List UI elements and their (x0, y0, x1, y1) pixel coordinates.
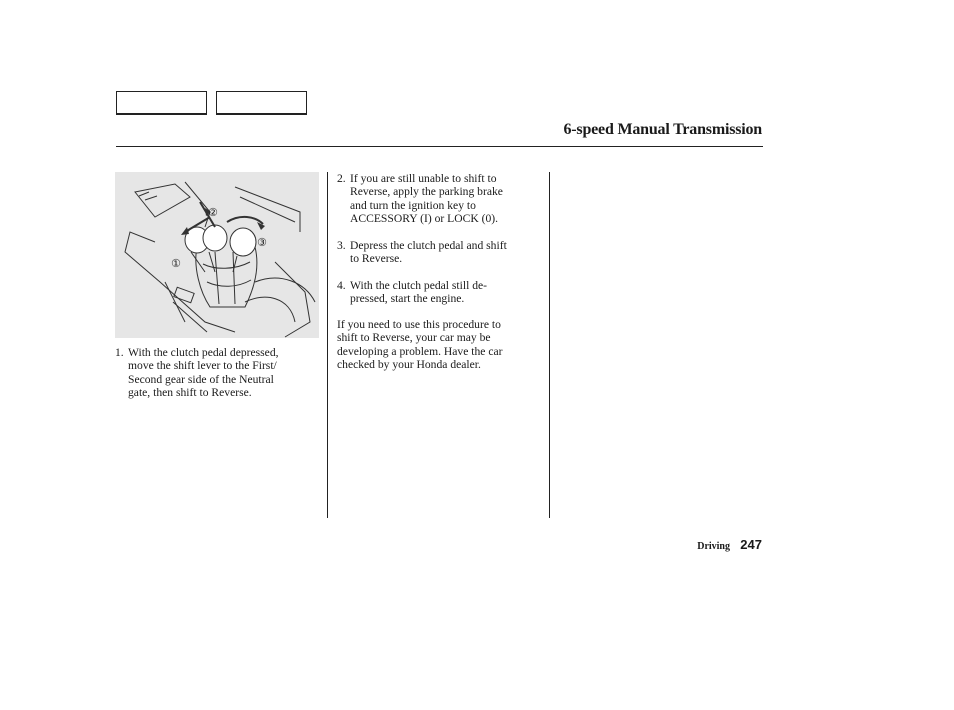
callout-1: ① (171, 257, 181, 270)
nav-button-next[interactable] (216, 91, 307, 115)
step-text: Depress the clutch pedal and shift to Reverse. (350, 239, 507, 266)
step-text: With the clutch pedal depressed, move the shift lever to the First/ Second gear side of the Neutral gate, then shift to Reverse. (128, 346, 279, 400)
page-title: 6-speed Manual Transmission (563, 121, 762, 138)
step-text: With the clutch pedal still de- pressed, start the engine. (350, 279, 488, 306)
footer-section-label: Driving (697, 541, 730, 552)
title-rule (116, 146, 763, 147)
nav-button-previous[interactable] (116, 91, 207, 115)
column-divider (327, 172, 328, 518)
step-number: 1. (115, 346, 124, 359)
column-divider (549, 172, 550, 518)
shift-lever-illustration (115, 172, 319, 338)
callout-3: ③ (257, 236, 267, 249)
shift-lever-drawing (115, 172, 319, 338)
step-number: 4. (337, 279, 346, 292)
step-number: 3. (337, 239, 346, 252)
callout-2: ② (208, 206, 218, 219)
step-number: 2. (337, 172, 346, 185)
page-number: 247 (740, 537, 762, 552)
note-paragraph: If you need to use this procedure to shift to Reverse, your car may be developing a problem. Have the car checked by your Honda dealer. (337, 318, 503, 372)
step-text: If you are still unable to shift to Reverse, apply the parking brake and turn the ignition key to ACCESSORY (I) or LOCK (0). (350, 172, 503, 226)
